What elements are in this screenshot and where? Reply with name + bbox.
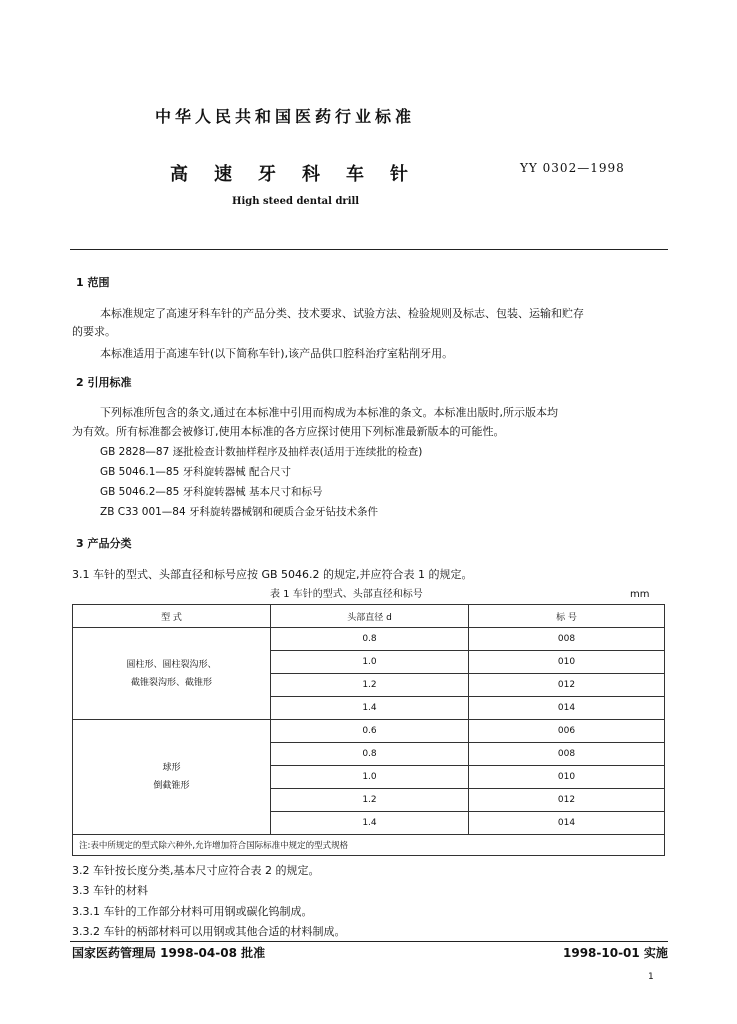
clause-3-3: 3.3 车针的材料 [72,884,148,897]
type-cell [73,720,271,835]
table-row [73,628,665,651]
diameter-cell: 0.8 [271,628,469,651]
diameter-cell: 1.4 [271,812,469,835]
diameter-cell: 0.8 [271,743,469,766]
reference-standard: GB 2828—87 逐批检查计数抽样程序及抽样表(适用于连续批的检查) [100,446,423,458]
header-divider [70,249,668,250]
code-cell: 008 [469,743,665,766]
approval-line: 国家医药管理局 1998-04-08 批准 [72,946,266,960]
table-row [73,720,665,743]
code-cell: 012 [469,674,665,697]
diameter-cell: 1.0 [271,651,469,674]
footer-divider [70,941,668,942]
reference-standard: GB 5046.2—85 牙科旋转器械 基本尺寸和标号 [100,486,323,498]
section-1-heading: 1 范围 [76,276,110,289]
column-header: 型 式 [73,605,271,628]
table-1-caption: 表 1 车针的型式、头部直径和标号 [270,589,423,600]
type-label: 倒截锥形 [153,781,190,791]
table-1-unit: mm [630,589,650,600]
section-1-paragraph-1-line-2: 的要求。 [72,325,116,338]
diameter-cell: 1.2 [271,789,469,812]
reference-standard: GB 5046.1—85 牙科旋转器械 配合尺寸 [100,466,291,478]
table-note: 注:表中所规定的型式除六种外,允许增加符合国际标准中规定的型式规格 [73,835,665,856]
code-cell: 010 [469,651,665,674]
section-2-paragraph-line-1: 下列标准所包含的条文,通过在本标准中引用而构成为本标准的条文。本标准出版时,所示版本均 [100,406,558,419]
type-label: 截锥裂沟形、截锥形 [130,677,212,688]
clause-3-3-2: 3.3.2 车针的柄部材料可以用钢或其他合适的材料制成。 [72,925,346,938]
table-note-row [73,835,665,856]
section-2-paragraph-line-2: 为有效。所有标准都会被修订,使用本标准的各方应探讨使用下列标准最新版本的可能性。 [72,425,505,438]
page-number: 1 [648,972,654,982]
clause-3-1: 3.1 车针的型式、头部直径和标号应按 GB 5046.2 的规定,并应符合表 1 的规定。 [72,568,473,581]
diameter-cell: 1.4 [271,697,469,720]
code-cell: 008 [469,628,665,651]
english-title: High steed dental drill [232,196,360,207]
type-label: 球形 [162,763,181,773]
code-cell: 012 [469,789,665,812]
code-cell: 006 [469,720,665,743]
diameter-cell: 0.6 [271,720,469,743]
diameter-cell: 1.0 [271,766,469,789]
clause-3-2: 3.2 车针按长度分类,基本尺寸应符合表 2 的规定。 [72,864,320,877]
code-cell: 014 [469,812,665,835]
section-1-paragraph-2: 本标准适用于高速车针(以下简称车针),该产品供口腔科治疗室粘削牙用。 [100,347,454,360]
type-cell [73,628,271,720]
table-1 [72,604,665,856]
section-2-heading: 2 引用标准 [76,376,132,389]
reference-standard: ZB C33 001—84 牙科旋转器械钢和硬质合金牙钻技术条件 [100,506,379,518]
implementation-date: 1998-10-01 实施 [563,946,668,960]
table-header-row [73,605,665,628]
type-label: 圆柱形、圆柱裂沟形、 [126,659,217,670]
issuing-organization: 中华人民共和国医药行业标准 [155,107,416,126]
section-3-heading: 3 产品分类 [76,537,132,550]
diameter-cell: 1.2 [271,674,469,697]
code-cell: 010 [469,766,665,789]
section-1-paragraph-1-line-1: 本标准规定了高速牙科车针的产品分类、技术要求、试验方法、检验规则及标志、包装、运输和贮存 [100,307,584,320]
column-header: 标 号 [469,605,665,628]
clause-3-3-1: 3.3.1 车针的工作部分材料可用钢或碳化钨制成。 [72,905,313,918]
document-title: 高速牙科车针 [170,164,434,185]
standard-number: YY 0302—1998 [520,161,625,175]
code-cell: 014 [469,697,665,720]
column-header: 头部直径 d [271,605,469,628]
